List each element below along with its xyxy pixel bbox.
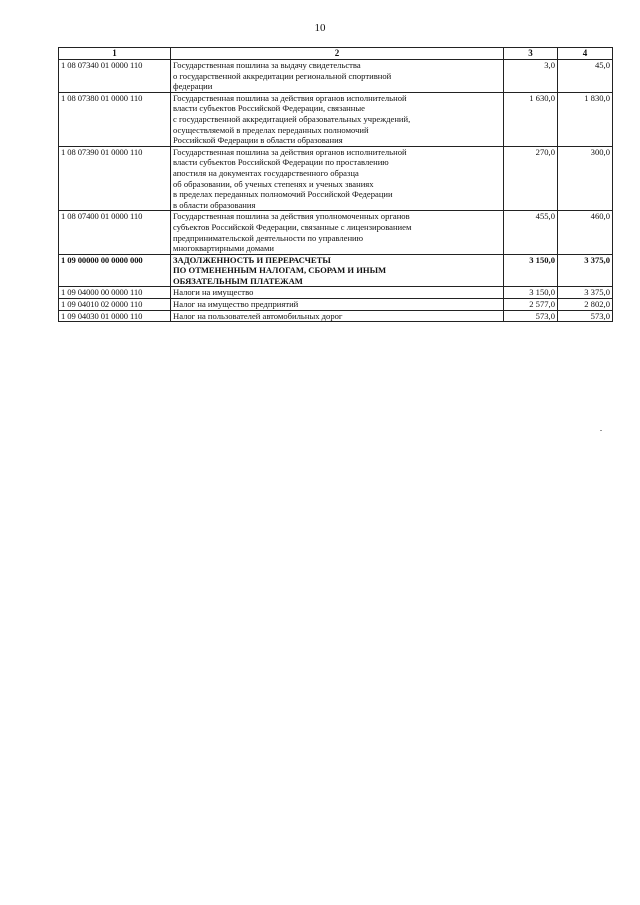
row-name-cell: Налог на пользователей автомобильных дорог bbox=[171, 310, 504, 322]
row-name-cell: Налоги на имущество bbox=[171, 287, 504, 299]
row-value-col-3: 270,0 bbox=[504, 146, 558, 211]
row-value-col-4: 573,0 bbox=[558, 310, 613, 322]
table-body bbox=[59, 60, 613, 322]
page-number: 10 bbox=[314, 22, 326, 34]
table-row bbox=[59, 60, 613, 93]
table-header-row bbox=[59, 48, 613, 60]
row-value-col-4: 2 802,0 bbox=[558, 299, 613, 311]
scan-speck bbox=[600, 430, 602, 431]
row-name-cell: Государственная пошлина за действия органов исполнительной власти субъектов Российской Федерации, связанные с государственной аккредитацией образовательных учреждений, осуществляемой в пределах переданных полномочий Российской Федерации в области образования bbox=[171, 92, 504, 146]
budget-revenue-table bbox=[58, 47, 613, 322]
row-name-cell: Налог на имущество предприятий bbox=[171, 299, 504, 311]
table-row bbox=[59, 92, 613, 146]
row-code-cell: 1 08 07390 01 0000 110 bbox=[59, 146, 171, 211]
row-value-col-4: 45,0 bbox=[558, 60, 613, 93]
row-name-cell: Государственная пошлина за выдачу свидетельства о государственной аккредитации региональной спортивной федерации bbox=[171, 60, 504, 93]
header-col-1: 1 bbox=[59, 48, 171, 60]
row-value-col-3: 573,0 bbox=[504, 310, 558, 322]
row-code-cell: 1 09 00000 00 0000 000 bbox=[59, 254, 171, 287]
row-value-col-3: 455,0 bbox=[504, 211, 558, 254]
row-value-col-4: 3 375,0 bbox=[558, 287, 613, 299]
header-col-4: 4 bbox=[558, 48, 613, 60]
table-row bbox=[59, 310, 613, 322]
row-name-cell: ЗАДОЛЖЕННОСТЬ И ПЕРЕРАСЧЕТЫ ПО ОТМЕНЕННЫМ НАЛОГАМ, СБОРАМ И ИНЫМ ОБЯЗАТЕЛЬНЫМ ПЛАТЕЖАМ bbox=[171, 254, 504, 287]
row-value-col-3: 3 150,0 bbox=[504, 287, 558, 299]
row-value-col-4: 300,0 bbox=[558, 146, 613, 211]
row-code-cell: 1 09 04010 02 0000 110 bbox=[59, 299, 171, 311]
row-value-col-3: 1 630,0 bbox=[504, 92, 558, 146]
table-row bbox=[59, 299, 613, 311]
row-code-cell: 1 09 04030 01 0000 110 bbox=[59, 310, 171, 322]
row-name-cell: Государственная пошлина за действия уполномоченных органов субъектов Российской Федерации, связанные с лицензированием предпринимательской деятельности по управлению многоквартирными домами bbox=[171, 211, 504, 254]
row-name-cell: Государственная пошлина за действия органов исполнительной власти субъектов Российской Федерации по проставлению апостиля на документах государственного образца об образовании, об ученых степенях и ученых званиях в пределах переданных полномочий Российской Федерации в области образования bbox=[171, 146, 504, 211]
row-code-cell: 1 08 07380 01 0000 110 bbox=[59, 92, 171, 146]
row-code-cell: 1 08 07400 01 0000 110 bbox=[59, 211, 171, 254]
header-col-3: 3 bbox=[504, 48, 558, 60]
row-code-cell: 1 08 07340 01 0000 110 bbox=[59, 60, 171, 93]
row-value-col-3: 3,0 bbox=[504, 60, 558, 93]
row-value-col-4: 3 375,0 bbox=[558, 254, 613, 287]
row-value-col-4: 460,0 bbox=[558, 211, 613, 254]
row-code-cell: 1 09 04000 00 0000 110 bbox=[59, 287, 171, 299]
header-col-2: 2 bbox=[171, 48, 504, 60]
table-row bbox=[59, 254, 613, 287]
row-value-col-3: 2 577,0 bbox=[504, 299, 558, 311]
table-row bbox=[59, 287, 613, 299]
table-row bbox=[59, 211, 613, 254]
row-value-col-3: 3 150,0 bbox=[504, 254, 558, 287]
table-row bbox=[59, 146, 613, 211]
row-value-col-4: 1 830,0 bbox=[558, 92, 613, 146]
